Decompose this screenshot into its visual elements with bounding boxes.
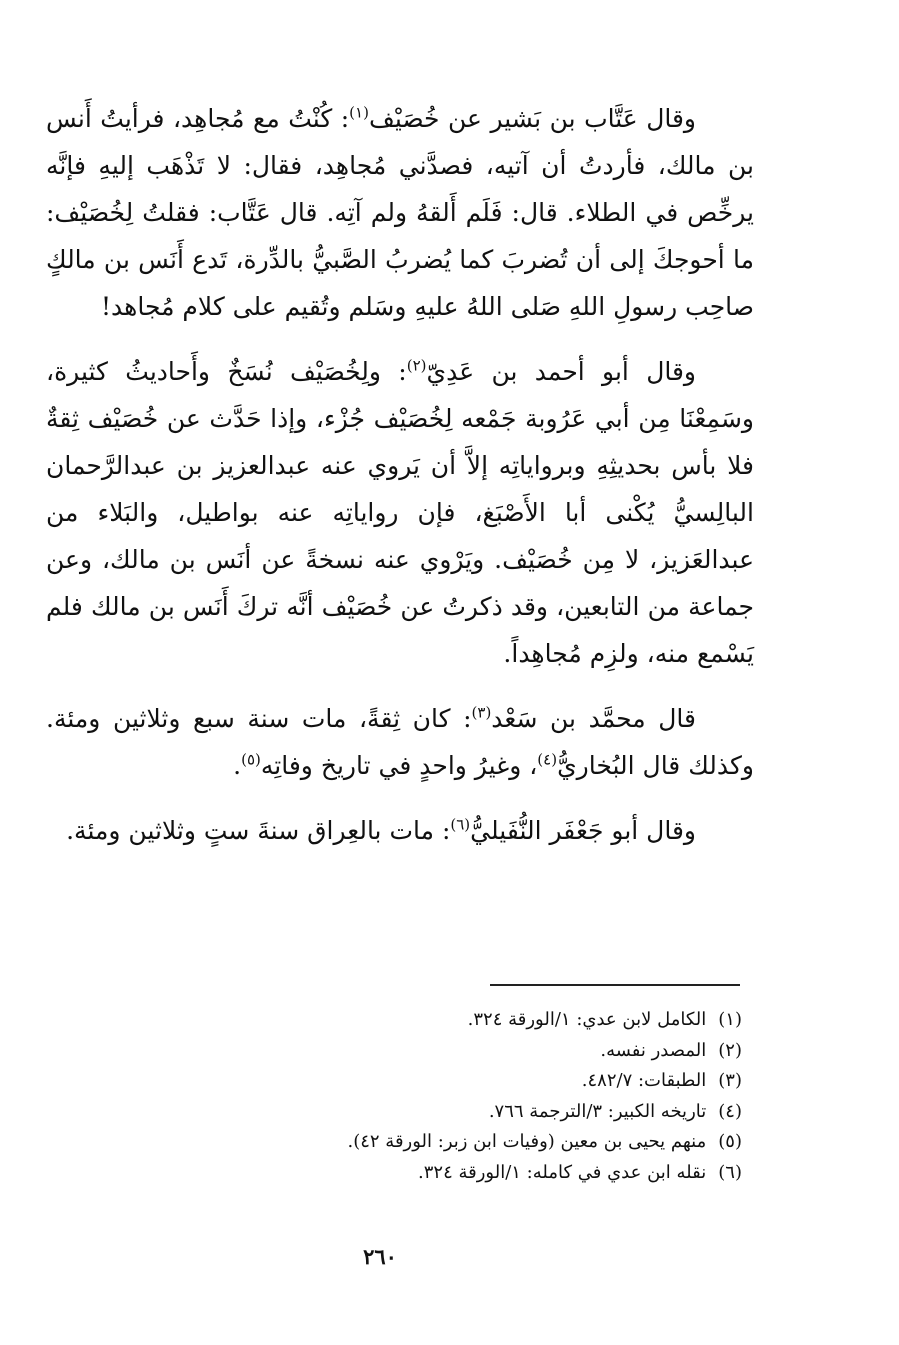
footnote-number: (٣)	[718, 1070, 742, 1091]
footnote-ref-6: (٦)	[450, 815, 471, 834]
footnote-4	[200, 1097, 742, 1128]
footnote-ref-5: (٥)	[241, 750, 261, 769]
footnote-number: (٢)	[718, 1039, 742, 1061]
paragraph-4-text-b: : مات بالعِراق سنةَ ستٍ وثلاثين ومئة.	[66, 816, 451, 845]
paragraph-3-text-c: ، وغيرُ واحدٍ في تاريخ وفاتِه	[260, 751, 538, 780]
footnote-2	[200, 1036, 742, 1067]
footnote-number: (٥)	[718, 1131, 742, 1152]
paragraph-2-text-a: وقال أبو أحمد بن عَدِيّ	[426, 357, 697, 386]
footnote-text: المصدر نفسه.	[600, 1039, 707, 1061]
footnote-ref-3: (٣)	[471, 703, 492, 722]
footnote-text: تاريخه الكبير: ٣/الترجمة ٧٦٦.	[488, 1100, 707, 1122]
footnote-divider	[490, 984, 740, 986]
footnote-6	[200, 1158, 742, 1189]
paragraph-1	[46, 95, 754, 330]
footnote-number: (١)	[718, 1009, 742, 1030]
paragraph-2-text-b: : ولِخُصَيْف نُسَخٌ وأَحاديثُ كثيرة، وسَمِعْنَا مِن أبي عَرُوبة جَمْعه لِخُصَيْف جُزْء، وإذا حَدَّث عن خُصَيْف ثِقةٌ فلا بأس بحديثِهِ وبرواياتِه إلاَّ أن يَروي عنه عبدالعزيز بن عبدالرَّحمان البالِسيُّ يُكْنى أبا الأَصْبَغ، فإن رواياتِه عنه بواطيل، والبَلاء من عبدالعَزيز، لا مِن خُصَيْف. ويَرْوي عنه نسخةً عن أنَس بن مالك، وعن جماعة من التابعين، وقد ذكرتُ عن خُصَيْف أنَّه تركَ أَنَس بن مالك فلم يَسْمع منه، ولزِم مُجاهِداً.	[46, 357, 754, 668]
footnote-text: منهم يحيى بن معين (وفيات ابن زبر: الورقة ٤٢).	[347, 1131, 707, 1152]
page-number: ٢٦٠	[363, 1244, 397, 1269]
main-text	[46, 95, 754, 872]
paragraph-3-text-a: قال محمَّد بن سَعْد	[491, 704, 696, 733]
footnote-text: الكامل لابن عدي: ١/الورقة ٣٢٤.	[467, 1009, 707, 1030]
footnote-number: (٤)	[718, 1100, 742, 1122]
paragraph-3-text-b: : كان ثِقةً، مات سنة سبع وثلاثين ومئة. وكذلك قال البُخاريُّ	[46, 704, 754, 780]
paragraph-4	[46, 807, 754, 854]
paragraph-1-text-a: وقال عَتَّاب بن بَشير عن خُصَيْف	[368, 104, 696, 133]
footnote-ref-2: (٢)	[406, 356, 427, 375]
footnote-ref-1: (١)	[349, 103, 369, 122]
footnote-ref-4: (٤)	[537, 750, 558, 769]
paragraph-4-text-a: وقال أبو جَعْفَر النُّفَيليُّ	[470, 816, 696, 845]
footnotes	[200, 1005, 742, 1188]
footnote-1	[200, 1005, 742, 1036]
footnote-5	[200, 1127, 742, 1158]
footnote-number: (٦)	[718, 1161, 742, 1183]
footnote-text: الطبقات: ٤٨٢/٧.	[581, 1070, 707, 1091]
paragraph-2	[46, 348, 754, 677]
paragraph-1-text-b: : كُنْتُ مع مُجاهِد، فرأيتُ أَنس بن مالك، فأردتُ أن آتيه، فصدَّني مُجاهِد، فقال: لا تَذْهَب إليهِ فإنَّه يرخِّص في الطلاء. قال: فَلَم أَلقهُ ولم آتِه. قال عَتَّاب: فقلتُ لِخُصَيْف: ما أحوجكَ إلى أن تُضربَ كما يُضربُ الصَّبيُّ بالدِّرة، تَدع أَنَس بن مالكٍ صاحِب رسولِ اللهِ صَلى اللهُ عليهِ وسَلم وتُقيم على كلام مُجاهد!	[46, 104, 754, 321]
footnote-3	[200, 1066, 742, 1097]
footnote-text: نقله ابن عدي في كامله: ١/الورقة ٣٢٤.	[418, 1161, 707, 1183]
paragraph-3-text-d: .	[233, 751, 242, 780]
paragraph-3	[46, 695, 754, 789]
